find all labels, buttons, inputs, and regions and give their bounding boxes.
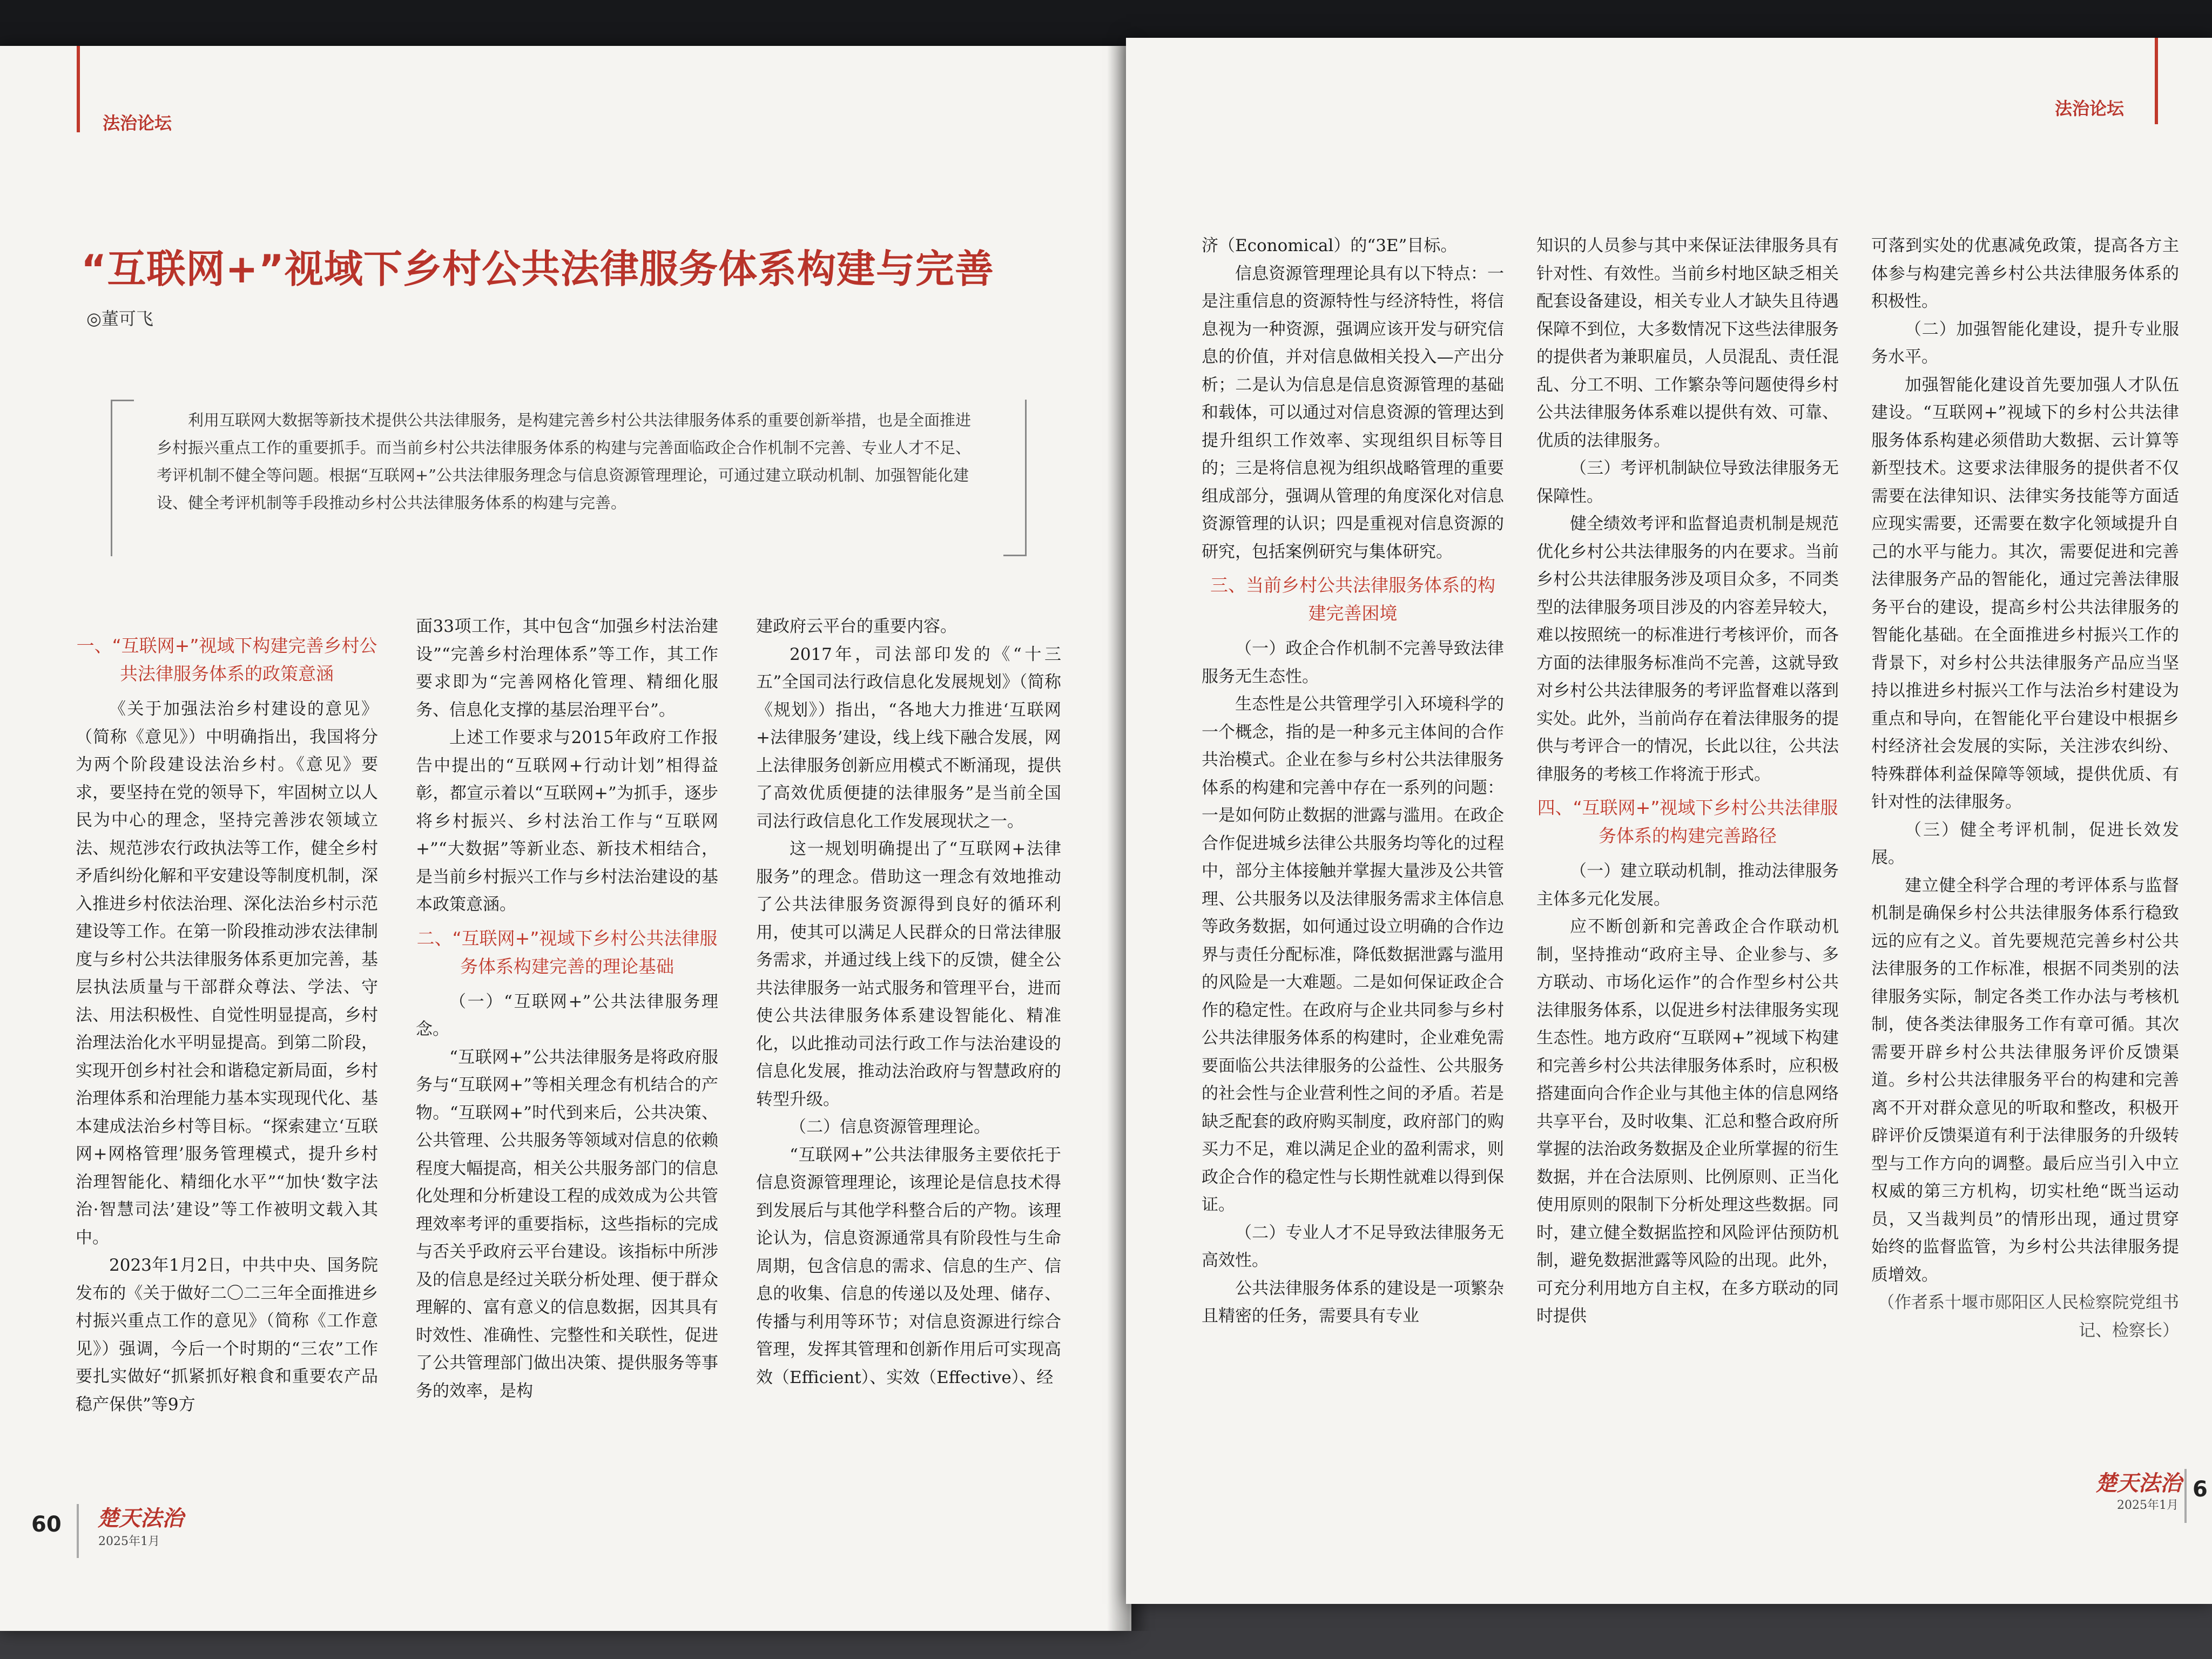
left-column-3 bbox=[756, 613, 1061, 1539]
subheading: （一）政企合作机制不完善导致法律服务无生态性。 bbox=[1202, 639, 1504, 686]
issue-date-right: 2025年1月 bbox=[2117, 1499, 2179, 1512]
right-column-2 bbox=[1536, 232, 1839, 1507]
section-heading-4: 四、“互联网+”视域下乡村公共法律服务体系的构建完善路径 bbox=[1537, 797, 1838, 846]
paragraph: 生态性是公共管理学引入环境科学的一个概念，指的是一种多元主体间的合作共治模式。企业在参与乡村公共法律服务体系的构建和完善中存在一系列的问题：一是如何防止数据的泄露与滥用。在政企合作促进城乡法律公共服务均等化的过程中，部分主体接触并掌握大量涉及公共管理、公共服务以及法律服务需求主体信息等政务数据，如何通过设立明确的合作边界与责任分配标准，降低数据泄露与滥用的风险是一大难题。二是如何保证政企合作的稳定性。在政府与企业共同参与乡村公共法律服务体系的构建时，企业难免需要面临公共法律服务的公益性、公共服务的社会性与企业营利性之间的矛盾。若是缺乏配套的政府购买制度，政府部门的购买力不足，难以满足企业的盈利需求，则政企合作的稳定性与长期性就难以得到保证。 bbox=[1202, 694, 1504, 1215]
left-page bbox=[0, 46, 1131, 1631]
subheading: （二）专业人才不足导致法律服务无高效性。 bbox=[1202, 1223, 1504, 1270]
article-title: “互联网+”视域下乡村公共法律服务体系构建与完善 bbox=[81, 246, 994, 292]
paragraph: 这一规划明确提出了“互联网+法律服务”的理念。借助这一理念有效地推动了公共法律服务资源得到良好的循环利用，使其可以满足人民群众的日常法律服务需求，并通过线上线下的反馈，健全公共法律服务一站式服务和管理平台，进而使公共法律服务体系建设智能化、精准化，以此推动司法行政工作与法治建设的信息化发展，推动法治政府与智慧政府的转型升级。 bbox=[756, 839, 1061, 1109]
paragraph: 济（Economical）的“3E”目标。 bbox=[1202, 236, 1458, 255]
subheading: （三）健全考评机制，促进长效发展。 bbox=[1871, 820, 2179, 867]
author-note: （作者系十堰市郧阳区人民检察院党组书记、检察长） bbox=[1878, 1293, 2179, 1340]
right-column-3 bbox=[1871, 232, 2179, 1507]
paragraph: 公共法律服务体系的建设是一项繁杂且精密的任务，需要具有专业 bbox=[1202, 1278, 1504, 1326]
left-column-1 bbox=[76, 626, 378, 1539]
paragraph: 信息资源管理理论具有以下特点：一是注重信息的资源特性与经济特性，将信息视为一种资源，强调应该开发与研究信息的价值，并对信息做相关投入—产出分析；二是认为信息是信息资源管理的基础和载体，可以通过对信息资源的管理达到提升组织工作效率、实现组织目标等目的；三是将信息视为组织战略管理的重要组成部分，强调从管理的角度深化对信息资源管理的认识；四是重视对信息资源的研究，包括案例研究与集体研究。 bbox=[1202, 264, 1504, 562]
paragraph: 建立健全科学合理的考评体系与监督机制是确保乡村公共法律服务体系行稳致远的应有之义。首先要规范完善乡村公共法律服务的工作标准，根据不同类别的法律服务实际，制定各类工作办法与考核机制，使各类法律服务工作有章可循。其次需要开辟乡村公共法律服务评价反馈渠道。乡村公共法律服务平台的构建和完善离不开对群众意见的听取和整改，积极开辟评价反馈渠道有利于法律服务的升级转型与工作方向的调整。最后应当引入中立权威的第三方机构，切实杜绝“既当运动员，又当裁判员”的情形出现，通过贯穿始终的监督监管，为乡村公共法律服务提质增效。 bbox=[1871, 875, 2179, 1285]
page-number-left: 60 bbox=[31, 1512, 62, 1537]
paragraph: “互联网+”公共法律服务主要依托于信息资源管理理论，该理论是信息技术得到发展后与其他学科整合后的产物。该理论认为，信息资源通常具有阶段性与生命周期，包含信息的需求、信息的生产、信息的收集、信息的传递以及处理、储存、传播与利用等环节；对信息资源进行综合管理，发挥其管理和创新作用后可实现高效（Efficient）、实效（Effective）、经 bbox=[756, 1145, 1061, 1387]
masthead-logo-left: 楚天法治 bbox=[97, 1506, 184, 1531]
footer-divider bbox=[77, 1504, 79, 1558]
section-heading-1: 一、“互联网+”视域下构建完善乡村公共法律服务体系的政策意涵 bbox=[76, 635, 377, 684]
section-heading-3: 三、当前乡村公共法律服务体系的构建完善困境 bbox=[1210, 575, 1495, 624]
paragraph: 2023年1月2日，中共中央、国务院发布的《关于做好二〇二三年全面推进乡村振兴重点工作的意见》（简称《工作意见》）强调，今后一个时期的“三农”工作要扎实做好“抓紧抓好粮食和重要农产品稳产保供”等9方 bbox=[76, 1256, 378, 1414]
left-column-2 bbox=[416, 613, 718, 1539]
subheading: （一）建立联动机制，推动法律服务主体多元化发展。 bbox=[1536, 861, 1839, 909]
paragraph: 知识的人员参与其中来保证法律服务具有针对性、有效性。当前乡村地区缺乏相关配套设备建设，相关专业人才缺失且待遇保障不到位，大多数情况下这些法律服务的提供者为兼职雇员，人员混乱、责任混乱、分工不明、工作繁杂等问题使得乡村公共法律服务体系难以提供有效、可靠、优质的法律服务。 bbox=[1536, 236, 1839, 450]
header-red-rule bbox=[77, 46, 80, 132]
header-red-rule-right bbox=[2155, 38, 2158, 124]
paragraph: 健全绩效考评和监督追责机制是规范优化乡村公共法律服务的内在要求。当前乡村公共法律服务涉及项目众多，不同类型的法律服务项目涉及的内容差异较大，难以按照统一的标准进行考核评价，而各方面的法律服务标准尚不完善，这就导致对乡村公共法律服务的考评监督难以落到实处。此外，当前尚存在着法律服务的提供与考评合一的情况，长此以往，公共法律服务的考核工作将流于形式。 bbox=[1536, 514, 1839, 784]
subheading: （二）信息资源管理理论。 bbox=[790, 1117, 990, 1137]
subheading: （三）考评机制缺位导致法律服务无保障性。 bbox=[1536, 458, 1839, 506]
paragraph: 建政府云平台的重要内容。 bbox=[756, 617, 957, 636]
paragraph: 面33项工作，其中包含“加强乡村法治建设”“完善乡村治理体系”等工作，其工作要求即为“完善网格化管理、精细化服务、信息化支撑的基层治理平台”。 bbox=[416, 617, 718, 720]
paragraph: “互联网+”公共法律服务是将政府服务与“互联网+”等相关理念有机结合的产物。“互联网+”时代到来后，公共决策、公共管理、公共服务等领域对信息的依赖程度大幅提高，相关公共服务部门的信息化处理和分析建设工程的成效成为公共管理效率考评的重要指标，这些指标的完成与否关乎政府云平台建设。该指标中所涉及的信息是经过关联分析处理、便于群众理解的、富有意义的信息数据，因其具有时效性、准确性、完整性和关联性，促进了公共管理部门做出决策、提供服务等事务的效率，是构 bbox=[416, 1047, 718, 1401]
paragraph: 应不断创新和完善政企合作联动机制，坚持推动“政府主导、企业参与、多方联动、市场化运作”的合作型乡村公共法律服务体系，以促进乡村法律服务实现生态性。地方政府“互联网+”视域下构建和完善乡村公共法律服务体系时，应积极搭建面向合作企业与其他主体的信息网络共享平台，及时收集、汇总和整合政府所掌握的法治政务数据及企业所掌握的衍生数据，并在合法原则、比例原则、正当化使用原则的限制下分析处理这些数据。同时，建立健全数据监控和风险评估预防机制，避免数据泄露等风险的出现。此外，可充分利用地方自主权，在多方联动的同时提供 bbox=[1536, 917, 1839, 1326]
paragraph: 可落到实处的优惠减免政策，提高各方主体参与构建完善乡村公共法律服务体系的积极性。 bbox=[1871, 236, 2179, 311]
section-header-left: 法治论坛 bbox=[103, 113, 172, 133]
subheading: （一）“互联网+”公共法律服务理念。 bbox=[416, 992, 718, 1039]
paragraph: 2017年，司法部印发的《“十三五”全国司法行政信息化发展规划》（简称《规划》）指出，“各地大力推进‘互联网+法律服务’建设，线上线下融合发展，网上法律服务创新应用模式不断涌现，提供了高效优质便捷的法律服务”是当前全国司法行政信息化工作发展现状之一。 bbox=[756, 644, 1061, 831]
right-page bbox=[1126, 38, 2212, 1604]
page-number-right: 6 bbox=[2193, 1477, 2208, 1502]
right-column-1 bbox=[1202, 232, 1504, 1507]
article-author: ◎董可飞 bbox=[86, 308, 153, 329]
paragraph: 《关于加强法治乡村建设的意见》（简称《意见》）中明确指出，我国将分为两个阶段建设法治乡村。《意见》要求，要坚持在党的领导下，牢固树立以人民为中心的理念，坚持完善涉农领域立法、规范涉农行政执法等工作，健全乡村矛盾纠纷化解和平安建设等制度机制，深入推进乡村依法治理、深化法治乡村示范建设等工作。在第一阶段推动涉农法律制度与乡村公共法律服务体系更加完善，基层执法质量与干部群众尊法、学法、守法、用法积极性、自觉性明显提高，乡村治理法治化水平明显提高。到第二阶段，实现开创乡村社会和谐稳定新局面，乡村治理体系和治理能力基本实现现代化、基本建成法治乡村等目标。“探索建立‘互联网+网格管理’服务管理模式，提升乡村治理智能化、精细化水平”“加快‘数字法治·智慧司法’建设”等工作被明文载入其中。 bbox=[76, 699, 378, 1247]
article-abstract: 利用互联网大数据等新技术提供公共法律服务，是构建完善乡村公共法律服务体系的重要创新举措，也是全面推进乡村振兴重点工作的重要抓手。而当前乡村公共法律服务体系的构建与完善面临政企合作机制不完善、专业人才不足、考评机制不健全等问题。根据“互联网+”公共法律服务理念与信息资源管理理论，可通过建立联动机制、加强智能化建设、健全考评机制等手段推动乡村公共法律服务体系的构建与完善。 bbox=[157, 411, 972, 512]
section-header-right: 法治论坛 bbox=[2055, 98, 2125, 119]
subheading: （二）加强智能化建设，提升专业服务水平。 bbox=[1871, 319, 2179, 367]
masthead-logo-right: 楚天法治 bbox=[2095, 1471, 2182, 1496]
paragraph: 加强智能化建设首先要加强人才队伍建设。“互联网+”视域下的乡村公共法律服务体系构建必须借助大数据、云计算等新型技术。这要求法律服务的提供者不仅需要在法律知识、法律实务技能等方面适应现实需要，还需要在数字化领域提升自己的水平与能力。其次，需要促进和完善法律服务产品的智能化，通过完善法律服务平台的建设，提高乡村公共法律服务的智能化基础。在全面推进乡村振兴工作的背景下，对乡村公共法律服务产品应当坚持以推进乡村振兴工作与法治乡村建设为重点和导向，在智能化平台建设中根据乡村经济社会发展的实际，关注涉农纠纷、特殊群体利益保障等领域，提供优质、有针对性的法律服务。 bbox=[1871, 375, 2179, 812]
footer-divider-right bbox=[2184, 1469, 2187, 1523]
paragraph: 上述工作要求与2015年政府工作报告中提出的“互联网+行动计划”相得益彰，都宣示着以“互联网+”为抓手，逐步将乡村振兴、乡村法治工作与“互联网+”“大数据”等新业态、新技术相结合，是当前乡村振兴工作与乡村法治建设的基本政策意涵。 bbox=[416, 728, 718, 914]
issue-date-left: 2025年1月 bbox=[98, 1535, 160, 1548]
section-heading-2: 二、“互联网+”视域下乡村公共法律服务体系构建完善的理论基础 bbox=[416, 927, 718, 977]
